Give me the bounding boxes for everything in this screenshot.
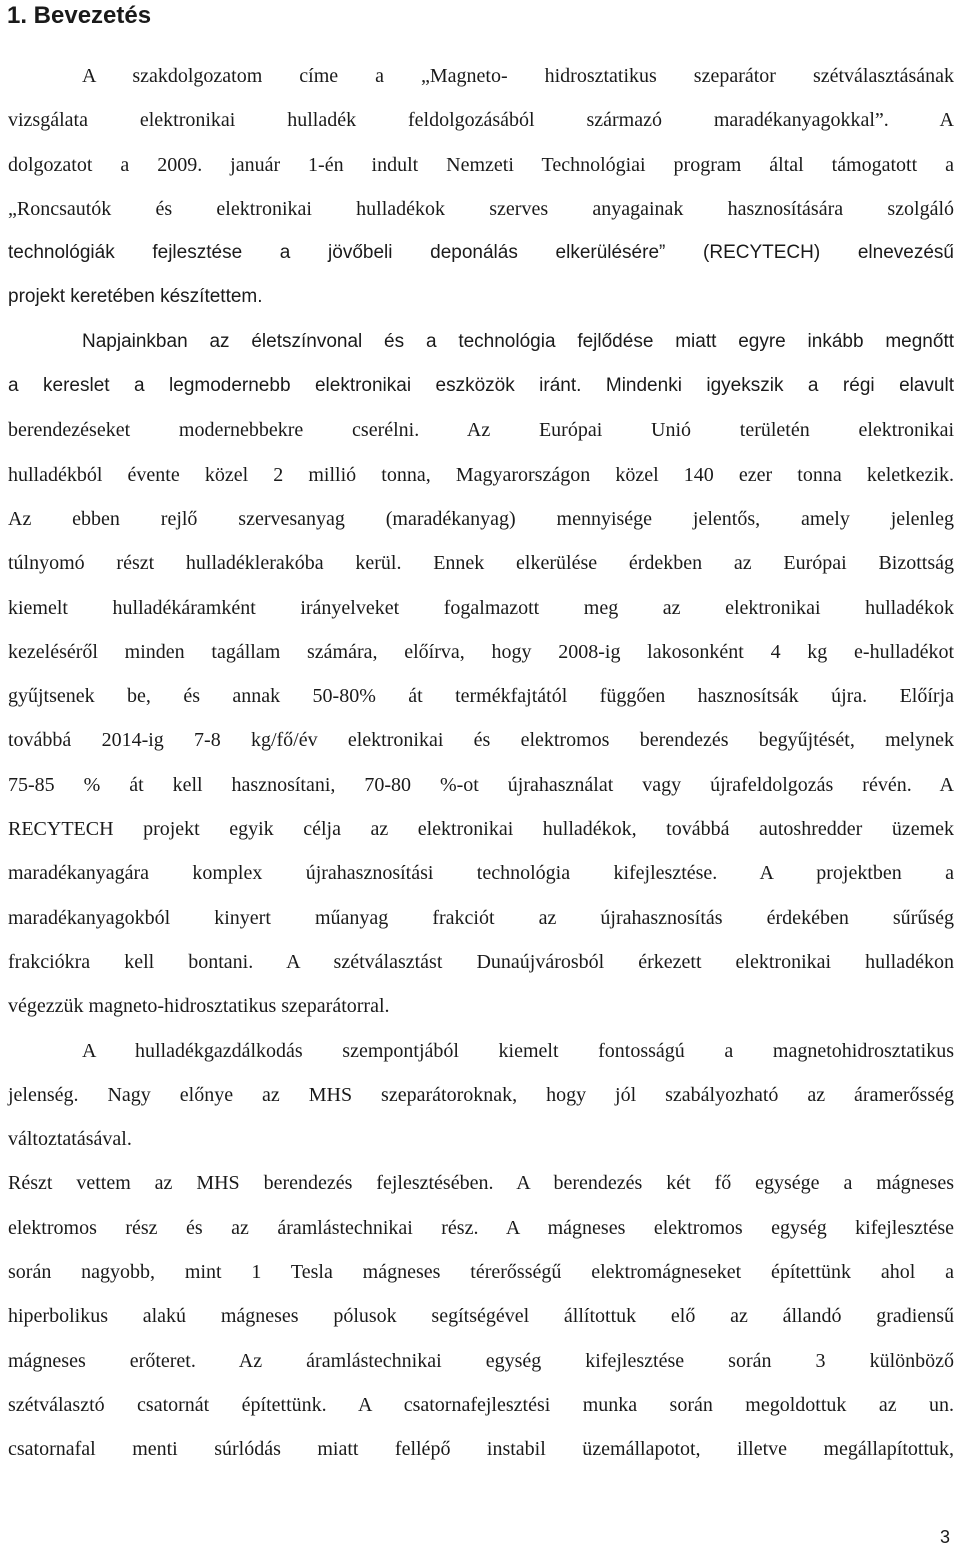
text-line: maradékanyagokból kinyert műanyag frakciót az újrahasznosítás érdekében sűrűség [8,906,954,929]
text-line: A szakdolgozatom címe a „Magneto- hidrosztatikus szeparátor szétválasztásának [82,65,954,87]
text-line: a kereslet a legmodernebb elektronikai eszközök iránt. Mindenki igyekszik a régi elavult [8,375,954,397]
text-line: hulladékból évente közel 2 millió tonna, Magyarországon közel 140 ezer tonna keletkezik. [8,463,954,486]
text-line: végezzük magneto-hidrosztatikus szeparátorral. [8,995,390,1018]
text-line: 75-85 % át kell hasznosítani, 70-80 %-ot újrahasználat vagy újrafeldolgozás révén. A [8,773,954,796]
text-line: projekt keretében készítettem. [8,286,263,308]
text-line: kezeléséről minden tagállam számára, előírva, hogy 2008-ig lakosonként 4 kg e-hulladékot [8,640,954,663]
text-line: túlnyomó részt hulladéklerakóba kerül. Ennek elkerülése érdekben az Európai Bizottság [8,552,954,575]
text-line: frakciókra kell bontani. A szétválasztást Dunaújvárosból érkezett elektronikai hulladékon [8,950,954,973]
text-line: jelenség. Nagy előnye az MHS szeparátoroknak, hogy jól szabályozható az áramerősség [8,1083,954,1106]
page-number: 3 [939,1527,950,1547]
text-line: elektromos rész és az áramlástechnikai rész. A mágneses elektromos egység kifejlesztése [8,1216,954,1239]
text-line: továbbá 2014-ig 7-8 kg/fő/év elektronikai és elektromos berendezés begyűjtését, melynek [8,729,954,752]
text-line: gyűjtsenek be, és annak 50-80% át termékfajtától függően hasznosítsák újra. Előírja [8,685,954,708]
text-line: hiperbolikus alakú mágneses pólusok segítségével állítottuk elő az állandó gradiensű [8,1305,954,1328]
text-line: kiemelt hulladékáramként irányelveket fogalmazott meg az elektronikai hulladékok [8,596,954,619]
text-line: maradékanyagára komplex újrahasznosítási technológia kifejlesztése. A projektben a [8,862,954,885]
text-line: szétválasztó csatornát építettünk. A csatornafejlesztési munka során megoldottuk az un. [8,1393,954,1416]
text-line: során nagyobb, mint 1 Tesla mágneses térerősségű elektromágneseket építettünk ahol a [8,1261,954,1284]
text-line: mágneses erőteret. Az áramlástechnikai egység kifejlesztése során 3 különböző [8,1349,954,1372]
text-line: „Roncsautók és elektronikai hulladékok szerves anyagainak hasznosítására szolgáló [8,197,954,220]
text-line: technológiák fejlesztése a jövőbeli deponálás elkerülésére” (RECYTECH) elnevezésű [8,242,954,264]
text-line: csatornafal menti súrlódás miatt fellépő instabil üzemállapotot, illetve megállapítottuk, [8,1438,954,1461]
chapter-heading: 1. Bevezetés [7,2,152,29]
text-line: Napjainkban az életszínvonal és a technológia fejlődése miatt egyre inkább megnőtt [82,330,954,352]
text-line: vizsgálata elektronikai hulladék feldolgozásából származó maradékanyagokkal”. A [8,109,954,132]
text-line: RECYTECH projekt egyik célja az elektronikai hulladékok, továbbá autoshredder üzemek [8,818,954,841]
text-line: Az ebben rejlő szervesanyag (maradékanyag) mennyisége jelentős, amely jelenleg [8,507,954,530]
text-line: A hulladékgazdálkodás szempontjából kiemelt fontosságú a magnetohidrosztatikus [82,1039,954,1062]
text-line: dolgozatot a 2009. január 1-én indult Nemzeti Technológiai program által támogatott a [8,153,954,176]
text-line: Részt vettem az MHS berendezés fejlesztésében. A berendezés két fő egysége a mágneses [8,1172,954,1195]
text-line: berendezéseket modernebbekre cserélni. Az Európai Unió területén elektronikai [8,419,954,442]
text-line: változtatásával. [8,1128,132,1151]
body-text [8,54,954,1472]
